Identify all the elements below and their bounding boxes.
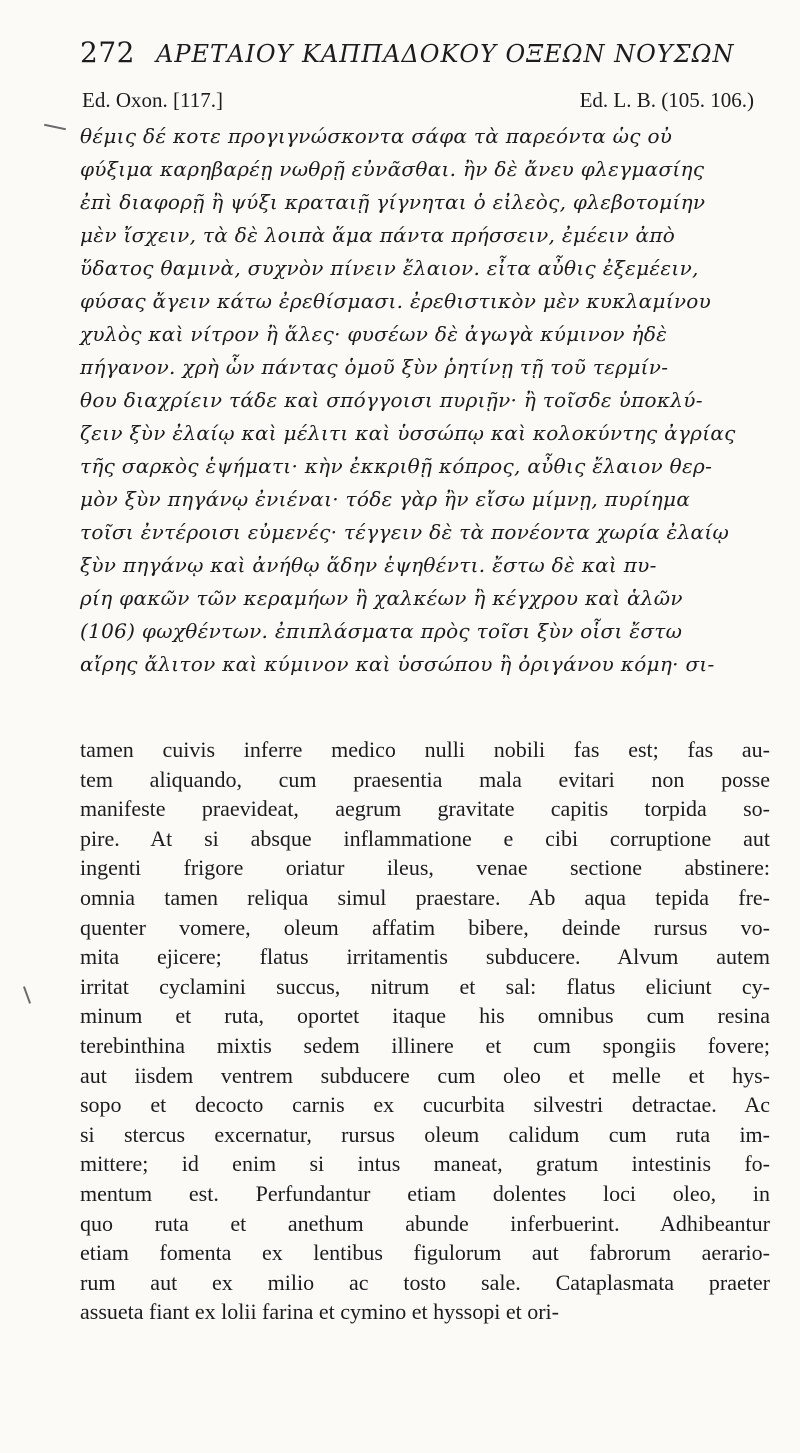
greek-text-line: μὲν ἴσχειν, τὰ δὲ λοιπὰ ἅμα πάντα πρήσσειν, ἐμέειν ἀπὸ [80,223,676,247]
greek-text-line: φύξιμα καρηβαρέῃ νωθρῇ εὐνᾶσθαι. ἢν δὲ ἄνευ φλεγμασίης [80,157,705,181]
latin-text-line: manifeste praevideat, aegrum gravitate capitis torpida so- [80,796,770,822]
greek-text-line: ἐπὶ διαφορῇ ἢ ψύξι κραταιῇ γίγνηται ὁ εἰλεὸς, φλεβοτομίην [80,190,706,214]
latin-text-line: mita ejicere; flatus irritamentis subducere. Alvum autem [80,944,770,970]
running-head: ΑΡΕΤΑΙΟΥ ΚΑΠΠΑΔΟΚΟΥ ΟΞΕΩΝ ΝΟΥΣΩΝ [156,40,735,68]
greek-text-line: ρίη φακῶν τῶν κεραμήων ἢ χαλκέων ἢ κέγχρου καὶ ἁλῶν [80,586,683,610]
greek-text-line: τοῖσι ἐντέροισι εὐμενές· τέγγειν δὲ τὰ πονέοντα χωρία ἐλαίῳ [80,520,730,544]
greek-text-line: χυλὸς καὶ νίτρον ἢ ἅλες· φυσέων δὲ ἀγωγὰ κύμινον ἠδὲ [80,322,668,346]
greek-text-line: ζειν ξὺν ἐλαίῳ καὶ μέλιτι καὶ ὑσσώπῳ καὶ κολοκύντης ἀγρίας [80,421,736,445]
greek-text-line: θέμις δέ κοτε προγιγνώσκοντα σάφα τὰ παρεόντα ὡς οὐ [80,124,673,148]
greek-text-block [80,120,760,681]
margin-pencil-mark [44,124,66,131]
page-number: 272 [80,36,135,69]
latin-text-line: mittere; id enim si intus maneat, gratum intestinis fo- [80,1151,770,1177]
edition-reference-line [82,88,754,116]
greek-text-line: μὸν ξὺν πηγάνῳ ἐνιέναι· τόδε γὰρ ἢν εἴσω μίμνῃ, πυρίημα [80,487,691,511]
latin-text-line: quenter vomere, oleum affatim bibere, deinde rursus vo- [80,914,770,940]
latin-text-line: rum aut ex milio ac tosto sale. Cataplasmata praeter [80,1269,770,1295]
latin-text-line: tamen cuivis inferre medico nulli nobili fas est; fas au- [80,737,770,762]
greek-text-line: ξὺν πηγάνῳ καὶ ἀνήθῳ ἅδην ἑψηθέντι. ἔστω δὲ καὶ πυ- [80,553,657,577]
greek-text-line: ὕδατος θαμινὰ, συχνὸν πίνειν ἔλαιον. εἶτα αὖθις ἐξεμέειν, [80,256,699,280]
latin-text-line: irritat cyclamini succus, nitrum et sal: flatus eliciunt cy- [80,973,770,999]
latin-text-line: ingenti frigore oriatur ileus, venae sectione abstinere: [80,855,770,881]
greek-text-line: αἴρης ἄλιτον καὶ κύμινον καὶ ὑσσώπου ἢ ὀριγάνου κόμη· σι- [80,652,715,676]
latin-text-line: mentum est. Perfundantur etiam dolentes loci oleo, in [80,1180,770,1206]
greek-text-line: φύσας ἄγειν κάτω ἐρεθίσμασι. ἐρεθιστικὸν μὲν κυκλαμίνου [80,289,712,313]
greek-text-line: πήγανον. χρὴ ὧν πάντας ὁμοῦ ξὺν ῥητίνῃ τῇ τοῦ τερμίν- [80,355,669,379]
latin-text-line: minum et ruta, oportet itaque his omnibus cum resina [80,1003,770,1029]
latin-text-line: etiam fomenta ex lentibus figulorum aut fabrorum aerario- [80,1240,770,1266]
latin-text-block [80,735,770,1327]
latin-text-line: si stercus excernatur, rursus oleum calidum cum ruta im- [80,1121,770,1147]
latin-text-line: quo ruta et anethum abunde inferbuerint. Adhibeantur [80,1210,770,1236]
latin-text-line: aut iisdem ventrem subducere cum oleo et melle et hys- [80,1062,770,1088]
greek-text-line: (106) φωχθέντων. ἐπιπλάσματα πρὸς τοῖσι ξὺν οἷσι ἔστω [80,619,683,643]
latin-text-line: omnia tamen reliqua simul praestare. Ab aqua tepida fre- [80,884,770,910]
latin-text-line: sopo et decocto carnis ex cucurbita silvestri detractae. Ac [80,1092,770,1118]
edition-reference-leiden: Ed. L. B. (105. 106.) [579,88,754,112]
latin-text-line: assueta fiant ex lolii farina et cymino et hyssopi et ori- [80,1299,559,1325]
margin-pencil-mark [23,986,31,1004]
latin-text-line: tem aliquando, cum praesentia mala evitari non posse [80,766,770,792]
latin-text-line: terebinthina mixtis sedem illinere et cum spongiis fovere; [80,1032,770,1058]
edition-reference-oxford: Ed. Oxon. [117.] [82,88,223,112]
latin-text-line: pire. At si absque inflammatione e cibi corruptione aut [80,825,770,851]
greek-text-line: θου διαχρίειν τάδε καὶ σπόγγοισι πυριῇν· ἢ τοῖσδε ὑποκλύ- [80,388,703,412]
greek-text-line: τῆς σαρκὸς ἑψήματι· κὴν ἐκκριθῇ κόπρος, αὖθις ἔλαιον θερ- [80,454,713,478]
page-header [80,36,770,80]
